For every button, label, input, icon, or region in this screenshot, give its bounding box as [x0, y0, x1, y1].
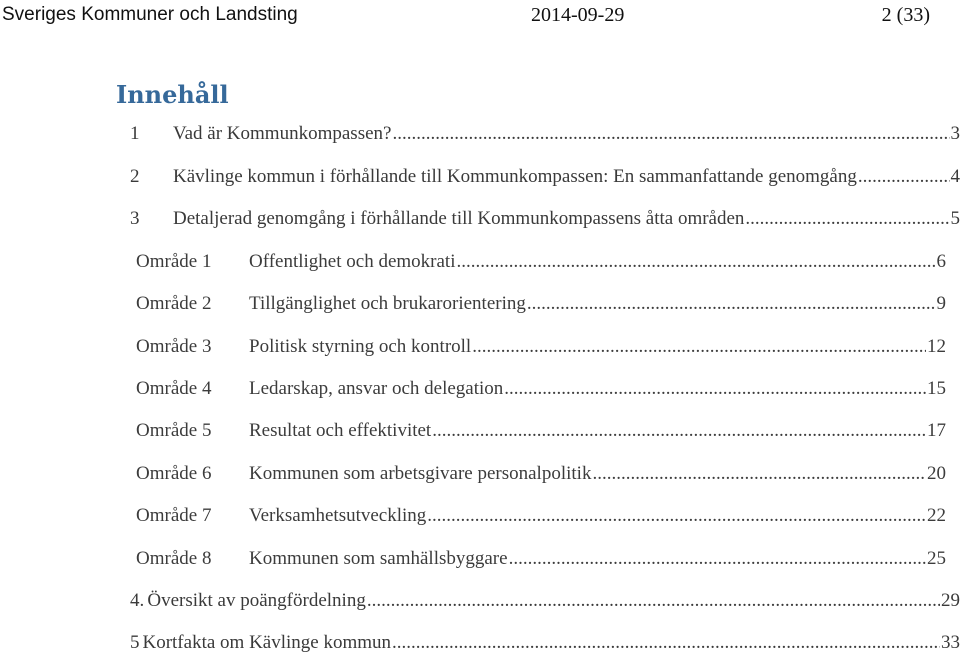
toc-dot-leader [427, 503, 926, 529]
header-organization: Sveriges Kommuner och Landsting [2, 3, 298, 27]
toc-entry-number: 5 [130, 630, 140, 656]
toc-entry-number: 4. [130, 588, 144, 614]
toc-entry-number: 1 [130, 121, 173, 147]
toc-dot-leader [527, 291, 936, 317]
toc-entry-omrade-4[interactable] [136, 376, 946, 402]
toc-entry-page: 33 [941, 630, 960, 656]
toc-entry-title: Kortfakta om Kävlinge kommun [142, 630, 391, 656]
toc-dot-leader [858, 164, 950, 190]
toc-entry-omrade-7[interactable] [136, 503, 946, 529]
toc-entry-page: 3 [951, 121, 960, 147]
page-header [0, 0, 960, 30]
toc-entry-title: Detaljerad genomgång i förhållande till Kommunkompassens åtta områden [173, 206, 744, 232]
toc-entry-number: Område 2 [136, 291, 249, 317]
toc-dot-leader [472, 334, 926, 360]
toc-entry-number: Område 1 [136, 249, 249, 275]
toc-entry-3[interactable] [130, 206, 960, 232]
toc-entry-title: Kommunen som arbetsgivare personalpolitik [249, 461, 591, 487]
toc-entry-number: 2 [130, 164, 173, 190]
toc-entry-4[interactable] [130, 588, 960, 614]
toc-entry-number: Område 8 [136, 546, 249, 572]
toc-entry-title: Ledarskap, ansvar och delegation [249, 376, 503, 402]
toc-entry-page: 5 [951, 206, 960, 232]
toc-entry-page: 12 [927, 334, 946, 360]
toc-dot-leader [456, 249, 935, 275]
toc-title: Innehåll [116, 80, 229, 110]
toc-dot-leader [509, 546, 926, 572]
toc-entry-omrade-8[interactable] [136, 546, 946, 572]
header-page-number: 2 (33) [882, 3, 930, 27]
toc-dot-leader [392, 121, 949, 147]
toc-entry-omrade-5[interactable] [136, 418, 946, 444]
header-date: 2014-09-29 [531, 3, 624, 27]
toc-entry-omrade-3[interactable] [136, 334, 946, 360]
toc-entry-title: Politisk styrning och kontroll [249, 334, 471, 360]
toc-dot-leader [432, 418, 926, 444]
toc-entry-number: Område 6 [136, 461, 249, 487]
toc-entry-page: 29 [941, 588, 960, 614]
toc-entry-title: Resultat och effektivitet [249, 418, 431, 444]
toc-entry-omrade-1[interactable] [136, 249, 946, 275]
toc-entry-omrade-2[interactable] [136, 291, 946, 317]
toc-entry-number: Område 4 [136, 376, 249, 402]
toc-entry-page: 6 [937, 249, 947, 275]
toc-entry-1[interactable] [130, 121, 960, 147]
toc-entry-page: 4 [951, 164, 960, 190]
toc-entry-omrade-6[interactable] [136, 461, 946, 487]
toc-entry-title: Tillgänglighet och brukarorientering [249, 291, 526, 317]
toc-entry-5[interactable] [130, 630, 960, 656]
toc-entry-2[interactable] [130, 164, 960, 190]
toc-entry-page: 9 [937, 291, 947, 317]
toc-entry-title: Verksamhetsutveckling [249, 503, 426, 529]
toc-dot-leader [367, 588, 940, 614]
toc-entry-title: Vad är Kommunkompassen? [173, 121, 391, 147]
toc-entry-title: Översikt av poängfördelning [147, 588, 365, 614]
toc-entry-page: 17 [927, 418, 946, 444]
toc-entry-title: Kävlinge kommun i förhållande till Kommunkompassen: En sammanfattande genomgång [173, 164, 857, 190]
toc-entry-number: Område 3 [136, 334, 249, 360]
toc-dot-leader [592, 461, 926, 487]
toc-dot-leader [504, 376, 926, 402]
toc-entry-title: Kommunen som samhällsbyggare [249, 546, 508, 572]
toc-entry-page: 22 [927, 503, 946, 529]
toc-entry-title: Offentlighet och demokrati [249, 249, 455, 275]
toc-dot-leader [745, 206, 949, 232]
toc-entry-number: Område 7 [136, 503, 249, 529]
toc-entry-number: 3 [130, 206, 173, 232]
toc-dot-leader [392, 630, 940, 656]
toc-entry-page: 20 [927, 461, 946, 487]
toc-entry-page: 25 [927, 546, 946, 572]
toc-entry-page: 15 [927, 376, 946, 402]
toc-entry-number: Område 5 [136, 418, 249, 444]
